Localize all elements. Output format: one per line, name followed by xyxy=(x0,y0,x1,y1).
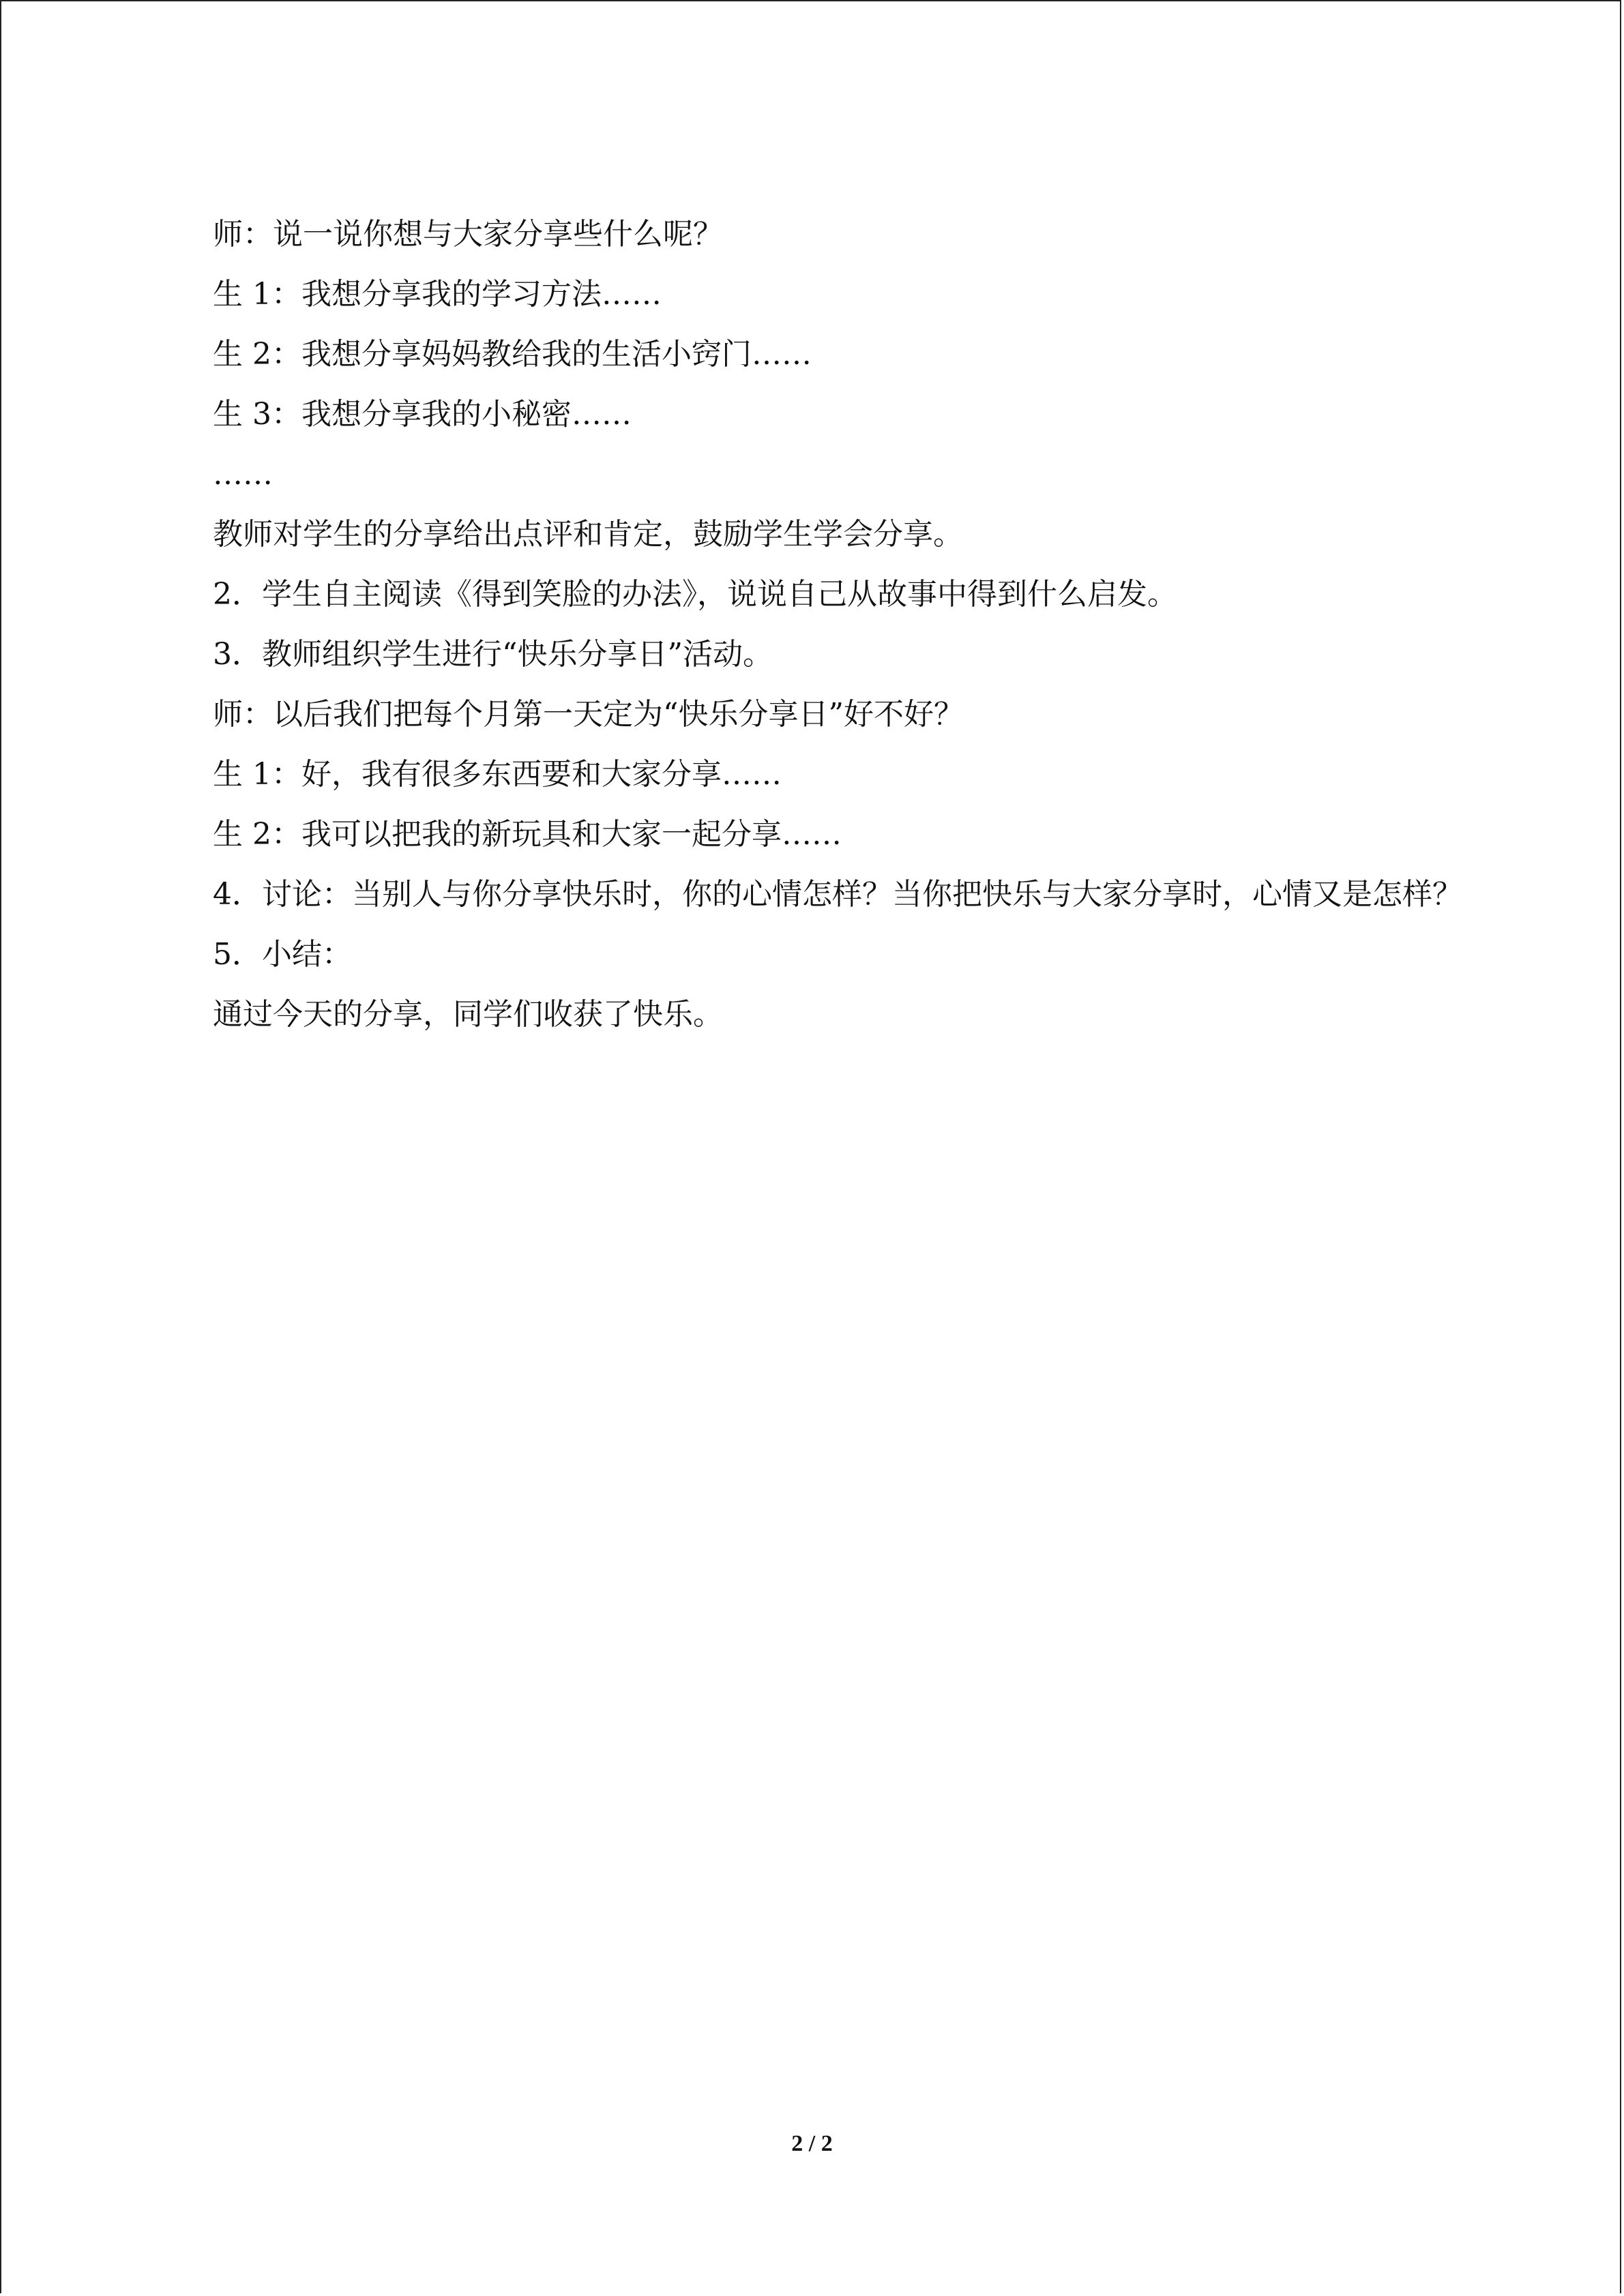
step-item: 4．讨论：当别人与你分享快乐时，你的心情怎样？当你把快乐与大家分享时，心情又是怎样？ xyxy=(213,877,1462,912)
dialogue-line: 生 1：我想分享我的学习方法…… xyxy=(213,277,662,312)
dialogue-line: 师：以后我们把每个月第一天定为“快乐分享日”好不好？ xyxy=(213,697,964,732)
page-number: 2 / 2 xyxy=(791,2131,833,2156)
dialogue-line: 生 1：好，我有很多东西要和大家分享…… xyxy=(213,757,782,792)
dialogue-line: 生 2：我可以把我的新玩具和大家一起分享…… xyxy=(213,817,842,852)
document-body xyxy=(147,205,1477,1045)
dialogue-line: 生 2：我想分享妈妈教给我的生活小窍门…… xyxy=(213,337,812,372)
step-item: 3．教师组织学生进行“快乐分享日”活动。 xyxy=(213,637,773,672)
step-item: 2．学生自主阅读《得到笑脸的办法》，说说自己从故事中得到什么启发。 xyxy=(213,577,1177,612)
paragraph: 教师对学生的分享给出点评和肯定，鼓励学生学会分享。 xyxy=(213,517,963,552)
summary-paragraph: 通过今天的分享，同学们收获了快乐。 xyxy=(213,997,723,1032)
step-item: 5．小结： xyxy=(213,937,352,972)
dialogue-line: 师：说一说你想与大家分享些什么呢？ xyxy=(213,217,723,252)
dialogue-line: 生 3：我想分享我的小秘密…… xyxy=(213,397,632,432)
ellipsis-line: …… xyxy=(213,457,273,492)
